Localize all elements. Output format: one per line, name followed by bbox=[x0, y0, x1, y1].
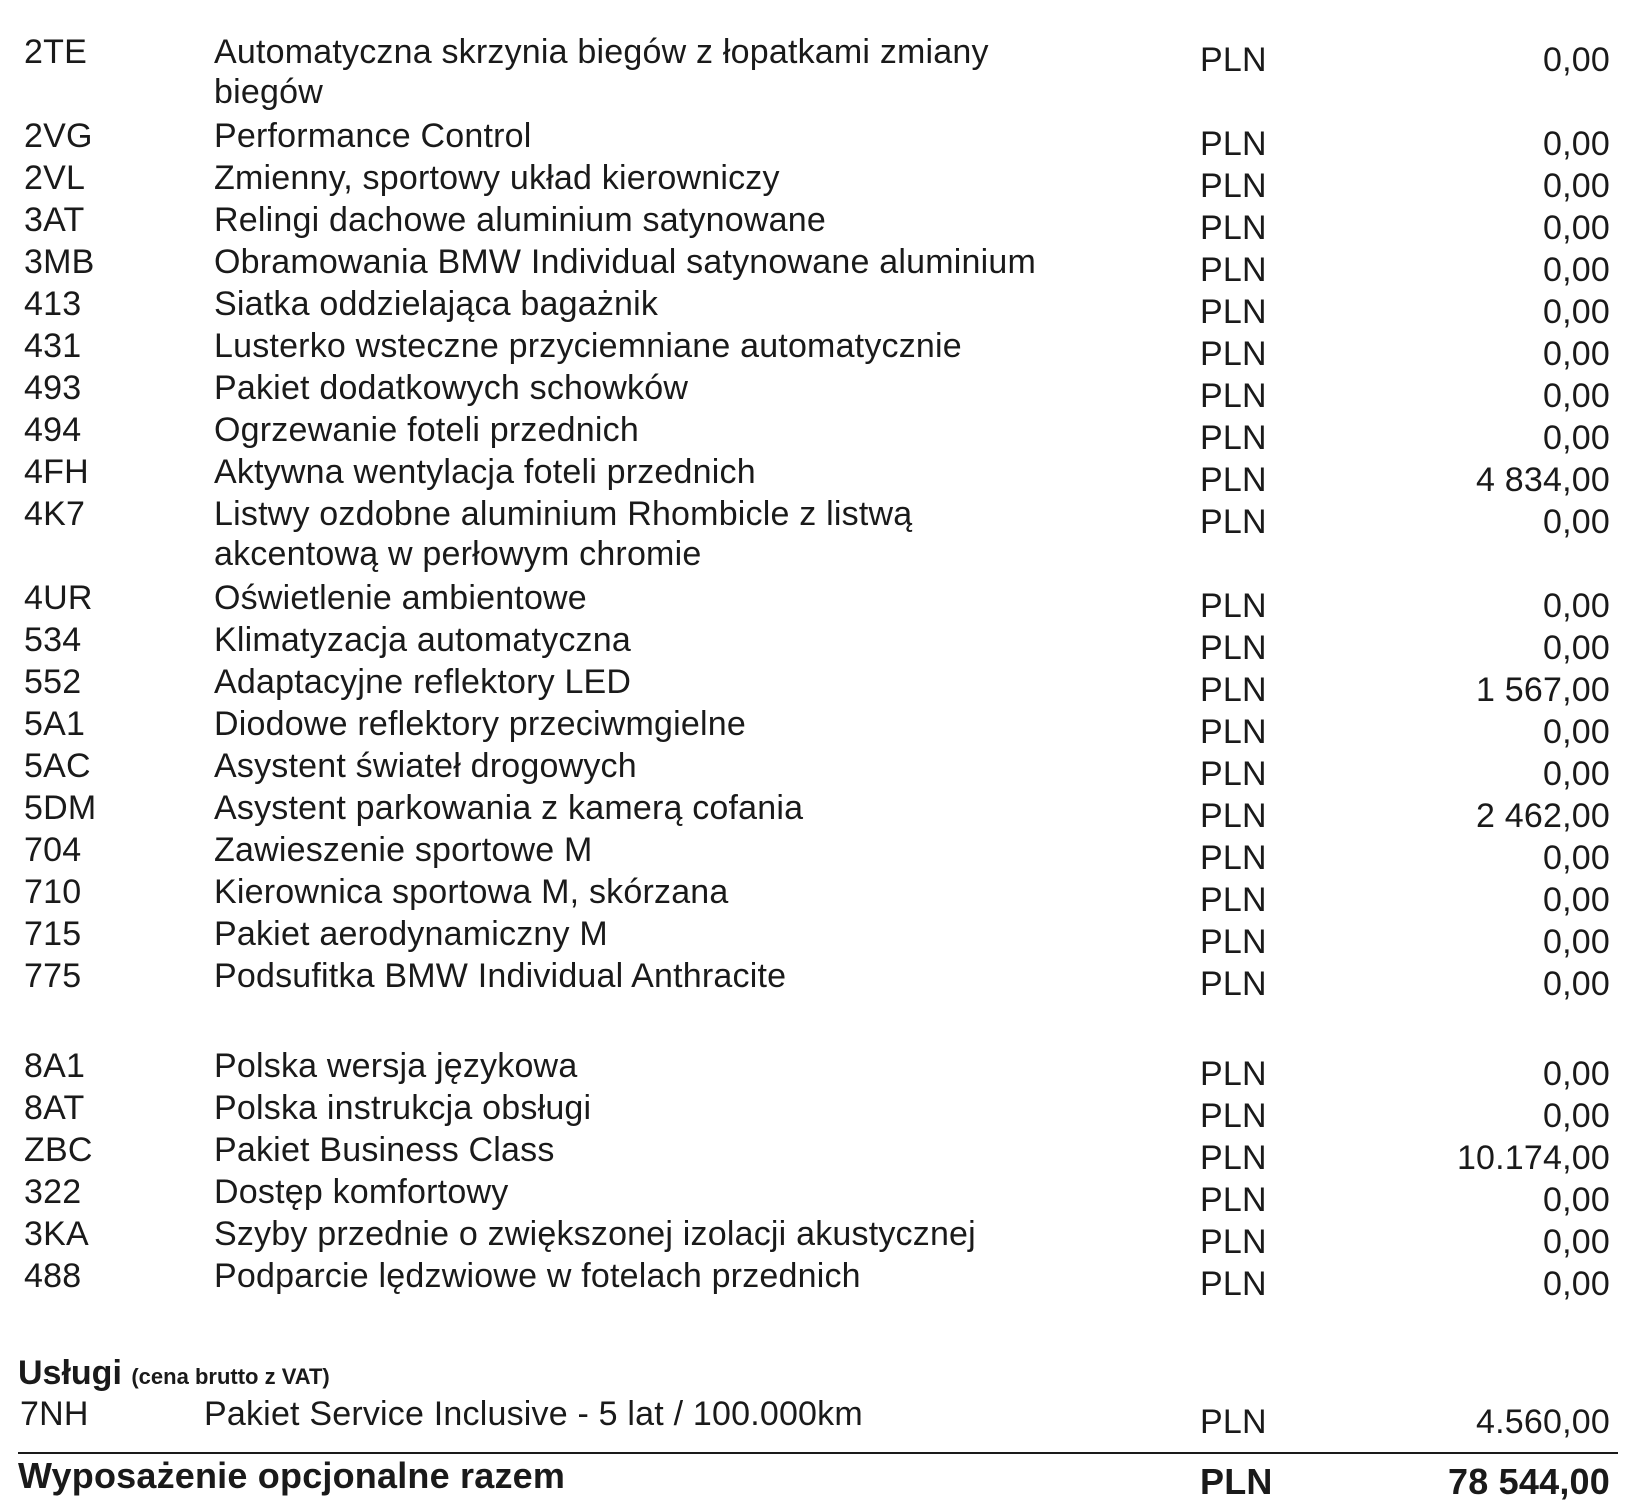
item-currency: PLN bbox=[1200, 1097, 1267, 1135]
item-description: Dostęp komfortowy bbox=[214, 1173, 509, 1211]
item-amount: 0,00 bbox=[1543, 251, 1610, 289]
item-amount: 0,00 bbox=[1543, 1181, 1610, 1219]
item-code: 4UR bbox=[24, 579, 93, 617]
item-amount: 0,00 bbox=[1543, 419, 1610, 457]
item-code: 322 bbox=[24, 1173, 82, 1211]
item-code: 2TE bbox=[24, 33, 87, 71]
item-code: 2VL bbox=[24, 159, 86, 197]
item-description: Zmienny, sportowy układ kierowniczy bbox=[214, 159, 780, 197]
service-description: Pakiet Service Inclusive - 5 lat / 100.000km bbox=[204, 1395, 863, 1433]
item-description: Lusterko wsteczne przyciemniane automatycznie bbox=[214, 327, 962, 365]
item-currency: PLN bbox=[1200, 503, 1267, 541]
item-currency: PLN bbox=[1200, 1181, 1267, 1219]
item-code: 413 bbox=[24, 285, 82, 323]
item-code: 5DM bbox=[24, 789, 97, 827]
item-amount: 0,00 bbox=[1543, 839, 1610, 877]
service-code: 7NH bbox=[20, 1395, 89, 1433]
item-code: ZBC bbox=[24, 1131, 93, 1169]
item-amount: 0,00 bbox=[1543, 923, 1610, 961]
item-currency: PLN bbox=[1200, 923, 1267, 961]
item-description: Kierownica sportowa M, skórzana bbox=[214, 873, 729, 911]
item-amount: 0,00 bbox=[1543, 41, 1610, 79]
item-description: Ogrzewanie foteli przednich bbox=[214, 411, 639, 449]
item-currency: PLN bbox=[1200, 41, 1267, 79]
item-code: 493 bbox=[24, 369, 82, 407]
item-amount: 0,00 bbox=[1543, 881, 1610, 919]
item-amount: 0,00 bbox=[1543, 1265, 1610, 1303]
item-currency: PLN bbox=[1200, 629, 1267, 667]
item-currency: PLN bbox=[1200, 377, 1267, 415]
item-currency: PLN bbox=[1200, 755, 1267, 793]
item-description: Podsufitka BMW Individual Anthracite bbox=[214, 957, 787, 995]
item-amount: 0,00 bbox=[1543, 293, 1610, 331]
total-currency: PLN bbox=[1200, 1461, 1273, 1502]
item-description: Oświetlenie ambientowe bbox=[214, 579, 587, 617]
item-code: 534 bbox=[24, 621, 82, 659]
item-currency: PLN bbox=[1200, 1223, 1267, 1261]
item-currency: PLN bbox=[1200, 1139, 1267, 1177]
total-divider bbox=[18, 1452, 1618, 1454]
item-currency: PLN bbox=[1200, 125, 1267, 163]
item-description: Performance Control bbox=[214, 117, 532, 155]
item-code: 8A1 bbox=[24, 1047, 86, 1085]
item-code: 710 bbox=[24, 873, 82, 911]
item-currency: PLN bbox=[1200, 965, 1267, 1003]
service-currency: PLN bbox=[1200, 1403, 1267, 1441]
item-amount: 0,00 bbox=[1543, 713, 1610, 751]
item-code: 431 bbox=[24, 327, 82, 365]
item-amount: 0,00 bbox=[1543, 335, 1610, 373]
item-amount: 10.174,00 bbox=[1456, 1139, 1610, 1177]
item-code: 3KA bbox=[24, 1215, 89, 1253]
item-code: 5A1 bbox=[24, 705, 86, 743]
item-description: Diodowe reflektory przeciwmgielne bbox=[214, 705, 746, 743]
item-currency: PLN bbox=[1200, 209, 1267, 247]
item-currency: PLN bbox=[1200, 1265, 1267, 1303]
item-currency: PLN bbox=[1200, 587, 1267, 625]
item-code: 494 bbox=[24, 411, 82, 449]
item-amount: 0,00 bbox=[1543, 965, 1610, 1003]
item-code: 704 bbox=[24, 831, 82, 869]
item-description: Pakiet aerodynamiczny M bbox=[214, 915, 608, 953]
item-amount: 1 567,00 bbox=[1476, 671, 1610, 709]
item-code: 4FH bbox=[24, 453, 89, 491]
item-description: Automatyczna skrzynia biegów z łopatkami zmiany biegów bbox=[214, 33, 989, 111]
item-currency: PLN bbox=[1200, 335, 1267, 373]
services-title: Usługi bbox=[18, 1354, 122, 1392]
item-code: 3MB bbox=[24, 243, 95, 281]
item-code: 8AT bbox=[24, 1089, 85, 1127]
item-description: Asystent parkowania z kamerą cofania bbox=[214, 789, 804, 827]
item-description: Adaptacyjne reflektory LED bbox=[214, 663, 632, 701]
item-amount: 0,00 bbox=[1543, 125, 1610, 163]
item-amount: 0,00 bbox=[1543, 503, 1610, 541]
item-amount: 2 462,00 bbox=[1476, 797, 1610, 835]
item-description: Klimatyzacja automatyczna bbox=[214, 621, 631, 659]
item-description: Polska instrukcja obsługi bbox=[214, 1089, 592, 1127]
item-currency: PLN bbox=[1200, 1055, 1267, 1093]
item-currency: PLN bbox=[1200, 419, 1267, 457]
item-amount: 0,00 bbox=[1543, 167, 1610, 205]
item-description: Szyby przednie o zwiększonej izolacji akustycznej bbox=[214, 1215, 976, 1253]
item-currency: PLN bbox=[1200, 293, 1267, 331]
total-amount: 78 544,00 bbox=[1448, 1461, 1610, 1502]
item-currency: PLN bbox=[1200, 713, 1267, 751]
total-label: Wyposażenie opcjonalne razem bbox=[18, 1455, 566, 1496]
item-code: 488 bbox=[24, 1257, 82, 1295]
item-amount: 0,00 bbox=[1543, 1223, 1610, 1261]
item-description: Siatka oddzielająca bagażnik bbox=[214, 285, 659, 323]
item-amount: 0,00 bbox=[1543, 377, 1610, 415]
item-currency: PLN bbox=[1200, 671, 1267, 709]
item-currency: PLN bbox=[1200, 251, 1267, 289]
item-code: 2VG bbox=[24, 117, 93, 155]
item-description: Pakiet Business Class bbox=[214, 1131, 555, 1169]
service-amount: 4.560,00 bbox=[1476, 1403, 1610, 1441]
item-amount: 0,00 bbox=[1543, 587, 1610, 625]
services-note: (cena brutto z VAT) bbox=[131, 1364, 330, 1389]
item-amount: 0,00 bbox=[1543, 629, 1610, 667]
services-heading bbox=[18, 1354, 330, 1393]
item-code: 5AC bbox=[24, 747, 91, 785]
item-description: Listwy ozdobne aluminium Rhombicle z listwą akcentową w perłowym chromie bbox=[214, 495, 913, 573]
item-currency: PLN bbox=[1200, 797, 1267, 835]
item-amount: 0,00 bbox=[1543, 209, 1610, 247]
item-description: Obramowania BMW Individual satynowane aluminium bbox=[214, 243, 1036, 281]
item-currency: PLN bbox=[1200, 167, 1267, 205]
item-code: 775 bbox=[24, 957, 82, 995]
item-description: Aktywna wentylacja foteli przednich bbox=[214, 453, 756, 491]
item-currency: PLN bbox=[1200, 839, 1267, 877]
item-amount: 0,00 bbox=[1543, 755, 1610, 793]
item-code: 4K7 bbox=[24, 495, 86, 533]
item-currency: PLN bbox=[1200, 461, 1267, 499]
item-code: 715 bbox=[24, 915, 82, 953]
item-amount: 0,00 bbox=[1543, 1097, 1610, 1135]
item-currency: PLN bbox=[1200, 881, 1267, 919]
item-code: 552 bbox=[24, 663, 82, 701]
item-description: Relingi dachowe aluminium satynowane bbox=[214, 201, 826, 239]
item-amount: 4 834,00 bbox=[1476, 461, 1610, 499]
item-description: Zawieszenie sportowe M bbox=[214, 831, 593, 869]
item-description: Asystent świateł drogowych bbox=[214, 747, 637, 785]
item-description: Podparcie lędzwiowe w fotelach przednich bbox=[214, 1257, 861, 1295]
item-description: Pakiet dodatkowych schowków bbox=[214, 369, 689, 407]
item-description: Polska wersja językowa bbox=[214, 1047, 578, 1085]
item-code: 3AT bbox=[24, 201, 85, 239]
item-amount: 0,00 bbox=[1543, 1055, 1610, 1093]
